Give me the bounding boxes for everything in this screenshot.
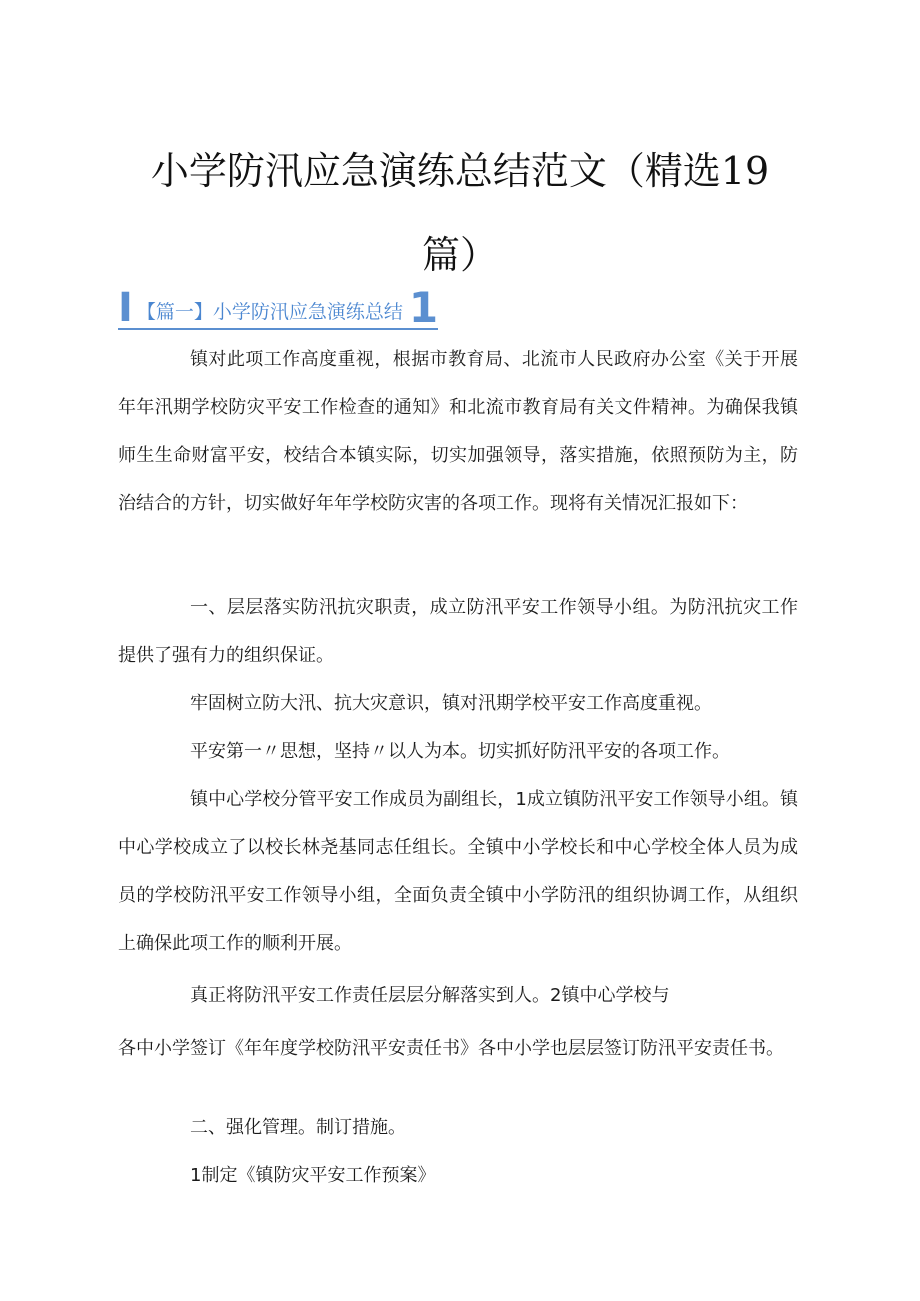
paragraph-plan: 1制定《镇防灾平安工作预案》	[190, 1165, 436, 1186]
paragraph-leadership-group: 镇中心学校分管平安工作成员为副组长，1成立镇防汛平安工作领导小组。镇中心学校成立了以校长林尧基同志任组长。全镇中小学校长和中心学校全体人员为成员的学校防汛平安工作领导小组，全面负责全镇中小学防汛的组织协调工作，从组织上确保此项工作的顺利开展。	[118, 789, 798, 954]
paragraph-safety-first: 平安第一〃思想，坚持〃以人为本。切实抓好防汛平安的各项工作。	[190, 741, 730, 762]
paragraph-section-one: 一、层层落实防汛抗灾职责，成立防汛平安工作领导小组。为防汛抗灾工作提供了强有力的组织保证。	[118, 597, 798, 666]
section-bar-glyph: I	[118, 285, 133, 331]
paragraph-awareness: 牢固树立防大汛、抗大灾意识，镇对汛期学校平安工作高度重视。	[190, 693, 712, 714]
paragraph-responsibility-cont: 各中小学签订《年年度学校防汛平安责任书》各中小学也层层签订防汛平安责任书。	[118, 1038, 784, 1059]
document-title-line-1: 小学防汛应急演练总结范文（精选19	[150, 149, 770, 193]
paragraph-responsibility: 真正将防汛平安工作责任层层分解落实到人。2镇中心学校与	[190, 985, 670, 1006]
document-title-line-2: 篇）	[421, 233, 498, 277]
paragraph-section-two: 二、强化管理。制订措施。	[190, 1117, 406, 1138]
section-heading-number: 1	[408, 283, 439, 332]
paragraph-intro: 镇对此项工作高度重视，根据市教育局、北流市人民政府办公室《关于开展年年汛期学校防灾平安工作检查的通知》和北流市教育局有关文件精神。为确保我镇师生生命财富平安，校结合本镇实际，切实加强领导，落实措施，依照预防为主，防治结合的方针，切实做好年年学校防灾害的各项工作。现将有关情况汇报如下：	[118, 349, 798, 514]
section-heading	[118, 283, 439, 332]
section-heading-label: 【篇一】小学防汛应急演练总结	[136, 301, 403, 323]
